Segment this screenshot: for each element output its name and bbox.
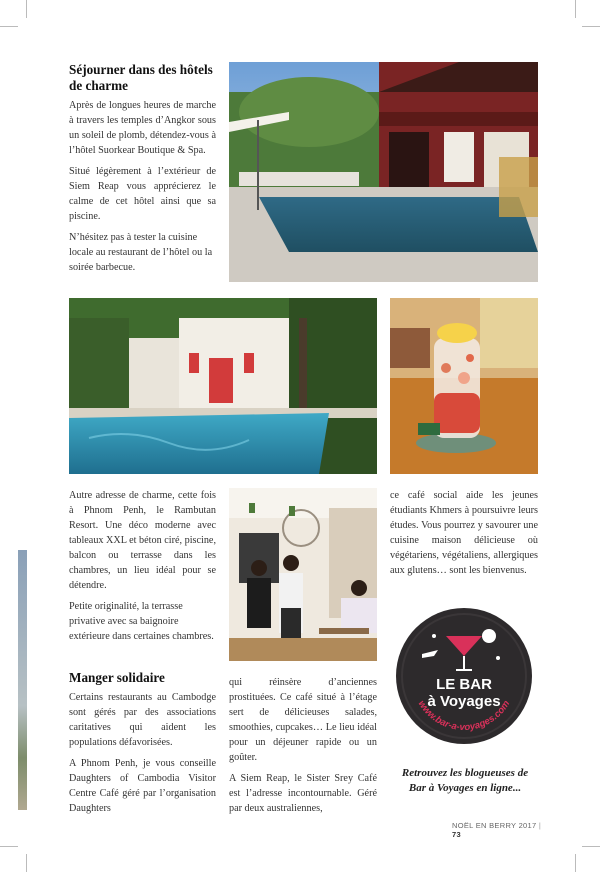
crop-mark (0, 26, 18, 27)
logo-line2: à Voyages (427, 693, 501, 710)
crop-mark (582, 846, 600, 847)
photo-dessert (390, 298, 538, 474)
crop-mark (575, 854, 576, 872)
photo-hotel-pool (229, 62, 538, 282)
paragraph: qui réinsère d’anciennes prostituées. Ce café situé à l’étage sert de délicieuses salades, smoothies, cupcakes… Le lieu idéal pour un déjeuner rapide ou un goûter. (229, 677, 377, 763)
paragraph: Petite originalité, la terrasse privative avec sa baignoire extérieure dans certaines chambres. (69, 601, 214, 642)
photo-cafe (229, 488, 377, 661)
footer-label: NOËL EN BERRY 2017 (452, 821, 537, 830)
blog-caption: Retrouvez les blogueuses de Bar à Voyages en ligne... (401, 767, 529, 794)
bleed-strip (18, 550, 27, 810)
logo-line1: LE BAR (436, 676, 492, 693)
bar-a-voyages-logo (394, 606, 534, 746)
page-number: 73 (452, 830, 461, 839)
page-footer (452, 821, 552, 839)
crop-mark (0, 846, 18, 847)
section-title-solidaire: Manger solidaire (69, 670, 165, 685)
column-left (69, 488, 216, 650)
paragraph: Situé légèrement à l’extérieur de Siem Reap vous apprécierez le calme de cet hôtel ainsi que sa piscine. (69, 166, 216, 222)
paragraph: Certains restaurants au Cambodge sont gérés par des associations caritatives qui aident les populations défavorisées. (69, 692, 216, 748)
photo-courtyard-pool (69, 298, 377, 474)
paragraph: ce café social aide les jeunes étudiants Khmers à poursuivre leurs études. Vous pourrez y savourer une cuisine maison délicieuse où végétariens, végétaliens, allergiques aux glutens… sont les bienvenus. (390, 490, 538, 576)
column-middle (229, 675, 377, 822)
footer-separator: | (538, 821, 542, 830)
crop-mark (26, 0, 27, 18)
paragraph: A Siem Reap, le Sister Srey Café est l’adresse incontournable. Géré par deux australiennes, (229, 773, 377, 814)
logo-url: www.bar-a-voyages.com (415, 698, 513, 734)
paragraph: Après de longues heures de marche à travers les temples d’Angkor sous un soleil de plomb, détendez-vous à l’hôtel Suorkear Boutique & Spa. (69, 100, 216, 156)
paragraph: A Phnom Penh, je vous conseille Daughters of Cambodia Visitor Centre Café géré par l’organisation Daughters (69, 758, 216, 814)
crop-mark (582, 26, 600, 27)
paragraph: Autre adresse de charme, cette fois à Phnom Penh, le Rambutan Resort. Une déco moderne avec tableaux XXL et béton ciré, piscine, balcon ou terrasse dans les chambres, un lieu idéal pour se détendre. (69, 490, 217, 591)
column-right (390, 488, 538, 584)
crop-mark (26, 854, 27, 872)
section-solidaire (69, 670, 216, 822)
logo-badge-graphic (394, 606, 534, 746)
crop-mark (575, 0, 576, 18)
paragraph: N’hésitez pas à tester la cuisine locale au restaurant de l’hôtel ou la soirée barbecue. (69, 232, 213, 273)
section-hotels (69, 62, 216, 281)
section-title-hotels: Séjourner dans des hôtels de charme (69, 62, 213, 93)
